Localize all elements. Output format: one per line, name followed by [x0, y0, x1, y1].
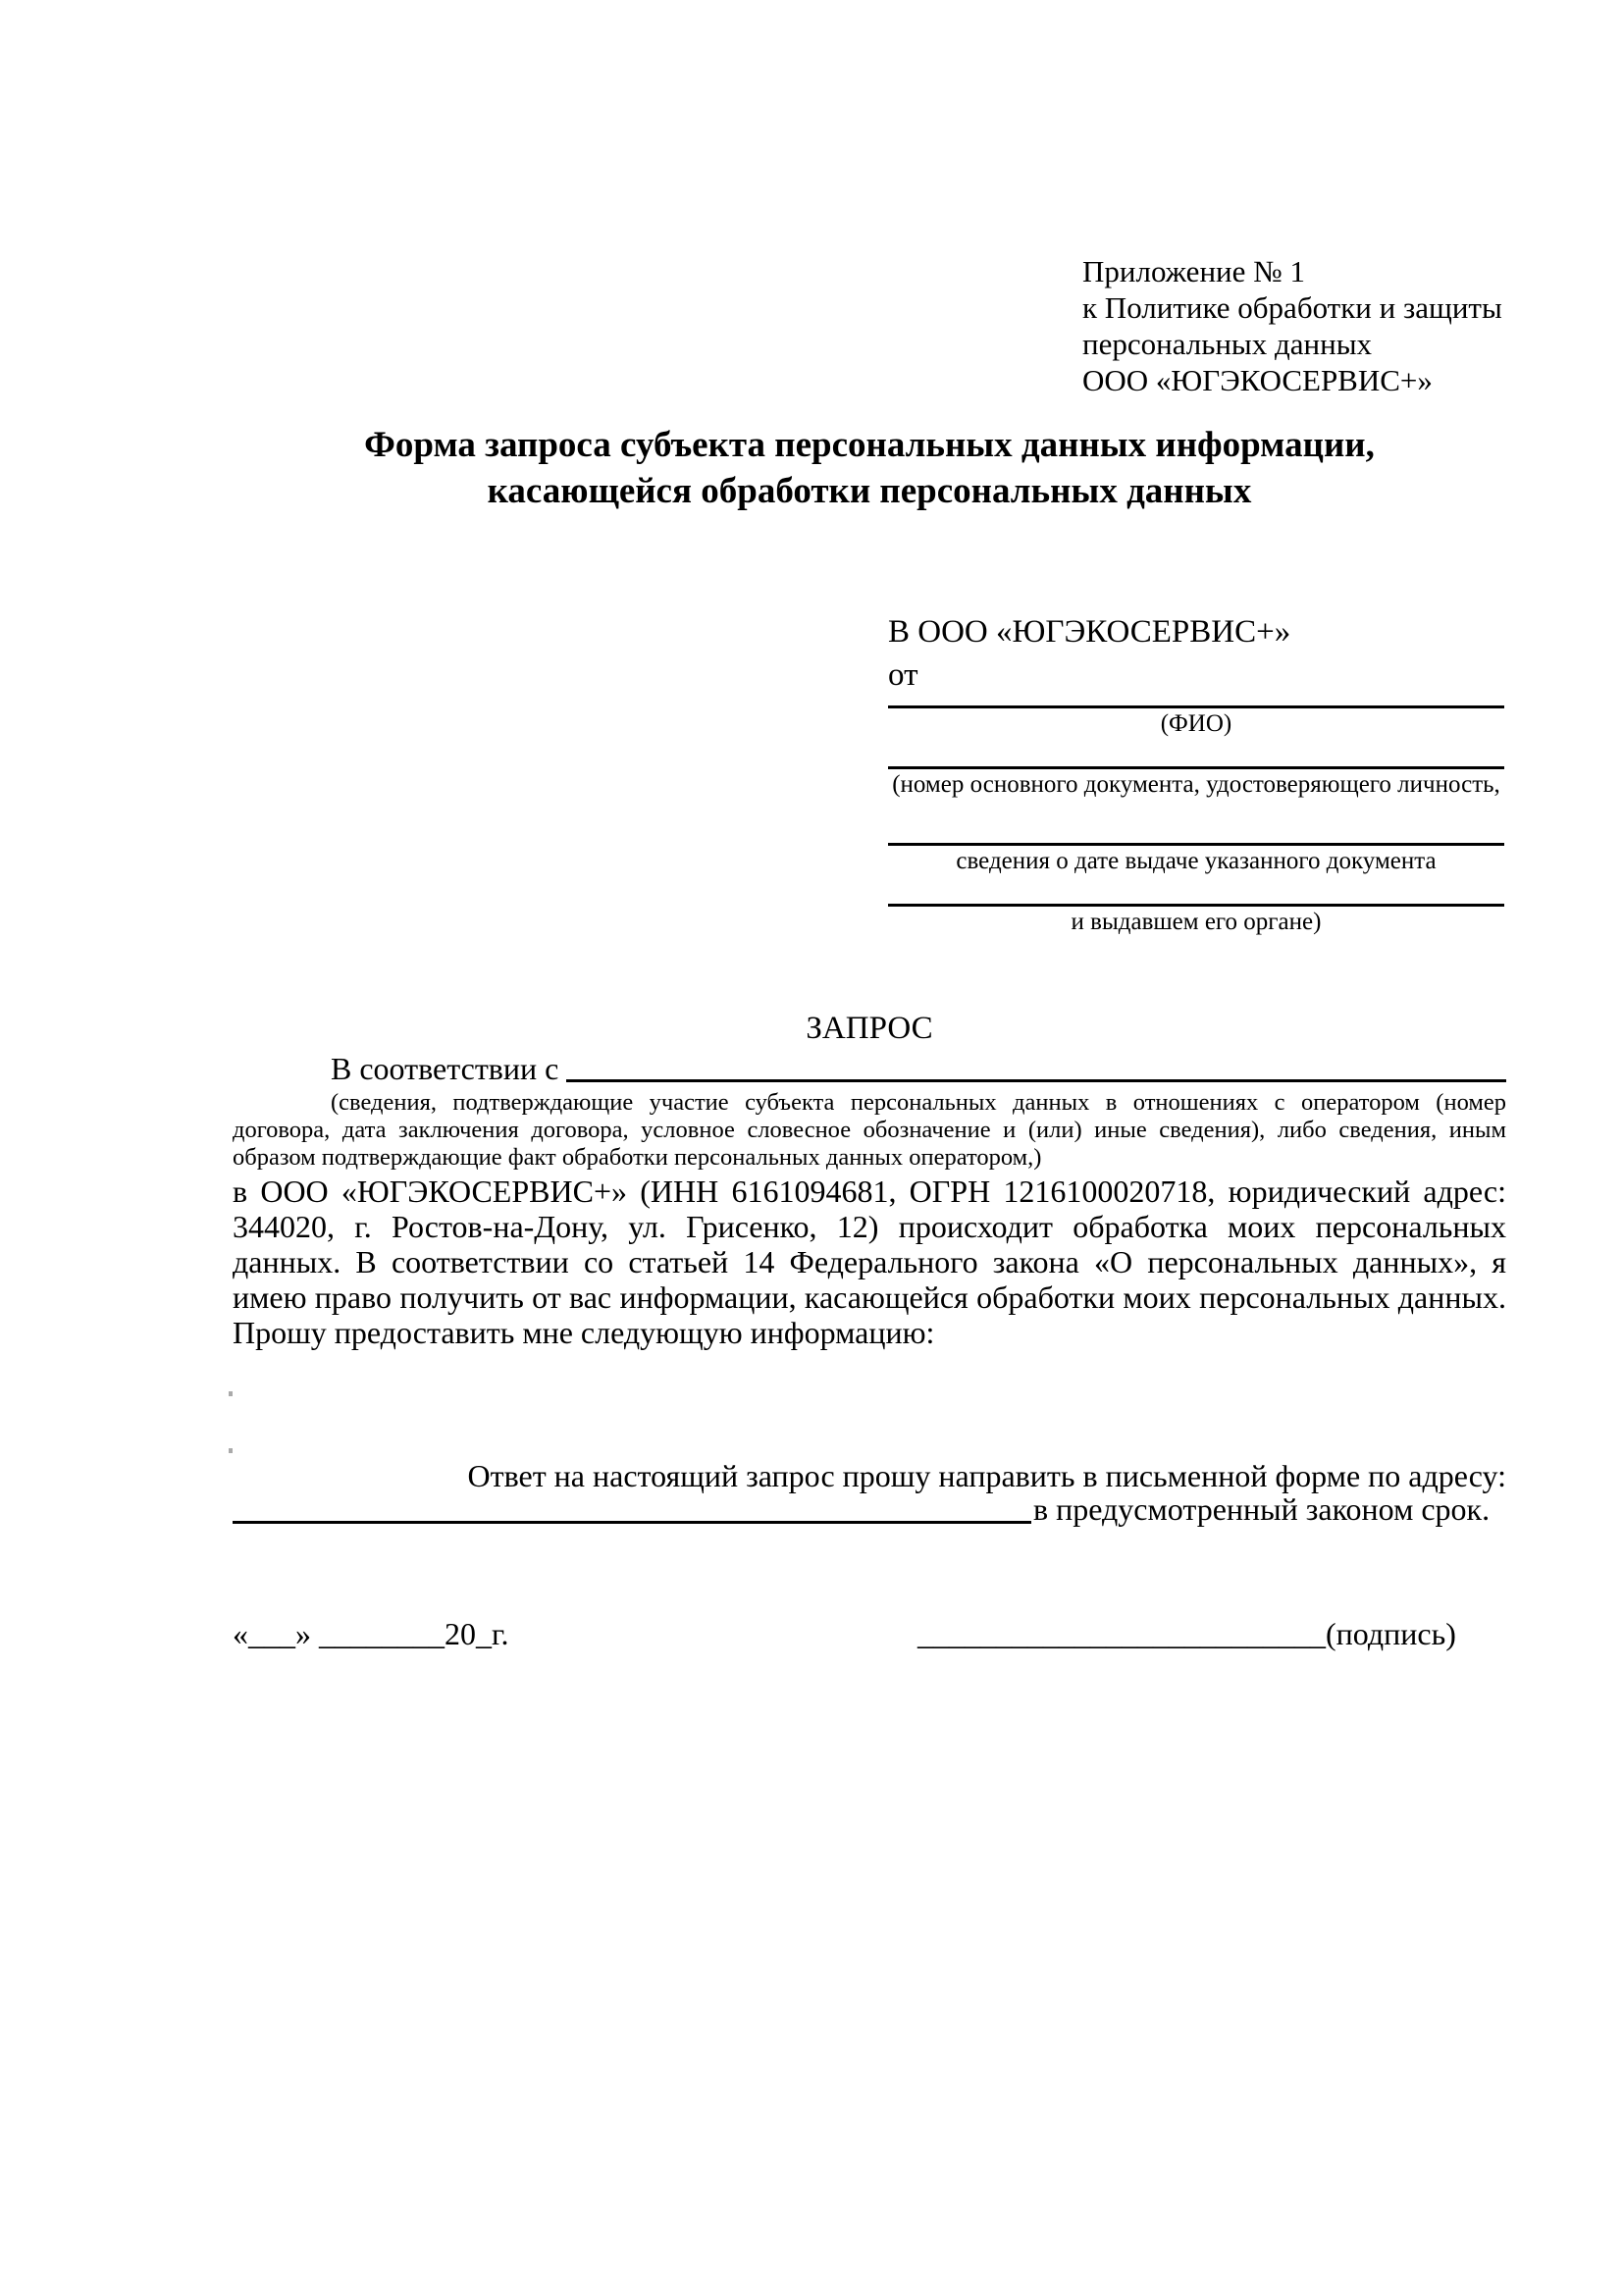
- response-address-row: [233, 1491, 1506, 1527]
- issuing-authority-caption: и выдавшем его органе): [1071, 909, 1322, 935]
- signature-row: [917, 1615, 1456, 1652]
- request-intro-note: (сведения, подтверждающие участие субъекта персональных данных в отношениях с оператором (номер договора, дата заключения договора, условное словесное обозначение и (или) иные сведения), либо сведения, иным образом подтверждающие факт обработки персональных данных оператором,): [233, 1089, 1506, 1171]
- signature-blank-line: __________________________: [917, 1616, 1326, 1651]
- appendix-header-line: персональных данных: [1082, 327, 1373, 361]
- appendix-header: [1082, 253, 1502, 398]
- request-body-paragraph: в ООО «ЮГЭКОСЕРВИС+» (ИНН 6161094681, ОГРН 1216100020718, юридический адрес: 344020, г. Ростов-на-Дону, ул. Грисенко, 12) происходит обработка моих персональных данных. В соответствии со статьей 14 Федерального закона «О персональных данных», я имею право получить от вас информации, касающейся обработки моих персональных данных. Прошу предоставить мне следующую информацию:: [233, 1174, 1506, 1350]
- addressee-org: В ООО «ЮГЭКОСЕРВИС+»: [888, 614, 1291, 650]
- response-term-label: в предусмотренный законом срок.: [1033, 1491, 1491, 1527]
- page-title-line2: касающейся обработки персональных данных: [487, 471, 1252, 511]
- request-heading: ЗАПРОС: [806, 1011, 933, 1046]
- document-number-caption: (номер основного документа, удостоверяющего личность,: [892, 771, 1500, 798]
- signature-caption: (подпись): [1326, 1616, 1456, 1651]
- appendix-header-line: ООО «ЮГЭКОСЕРВИС+»: [1082, 363, 1433, 397]
- date-blank-field: «___» ________20_г.: [233, 1616, 509, 1651]
- appendix-header-line: Приложение № 1: [1082, 254, 1305, 288]
- page-title-line1: Форма запроса субъекта персональных данных информации,: [364, 425, 1375, 465]
- stray-mark: [229, 1391, 233, 1396]
- page-title: [233, 422, 1506, 514]
- request-intro-row: [233, 1050, 1506, 1087]
- request-basis-blank-line: [566, 1050, 1506, 1082]
- issue-date-blank-line: [888, 843, 1504, 846]
- response-request-line: Ответ на настоящий запрос прошу направить в письменной форме по адресу:: [467, 1458, 1506, 1493]
- fio-caption: (ФИО): [1160, 710, 1232, 737]
- appendix-header-line: к Политике обработки и защиты: [1082, 290, 1502, 325]
- fio-blank-line: [888, 705, 1504, 708]
- response-address-blank-line: [233, 1491, 1031, 1524]
- issue-date-caption: сведения о дате выдаче указанного документа: [956, 848, 1437, 874]
- addressee-from-label: от: [888, 657, 918, 693]
- issuing-authority-blank-line: [888, 904, 1504, 907]
- request-intro-label: В соответствии с: [331, 1051, 559, 1086]
- document-number-blank-line: [888, 766, 1504, 769]
- stray-mark: [229, 1448, 233, 1453]
